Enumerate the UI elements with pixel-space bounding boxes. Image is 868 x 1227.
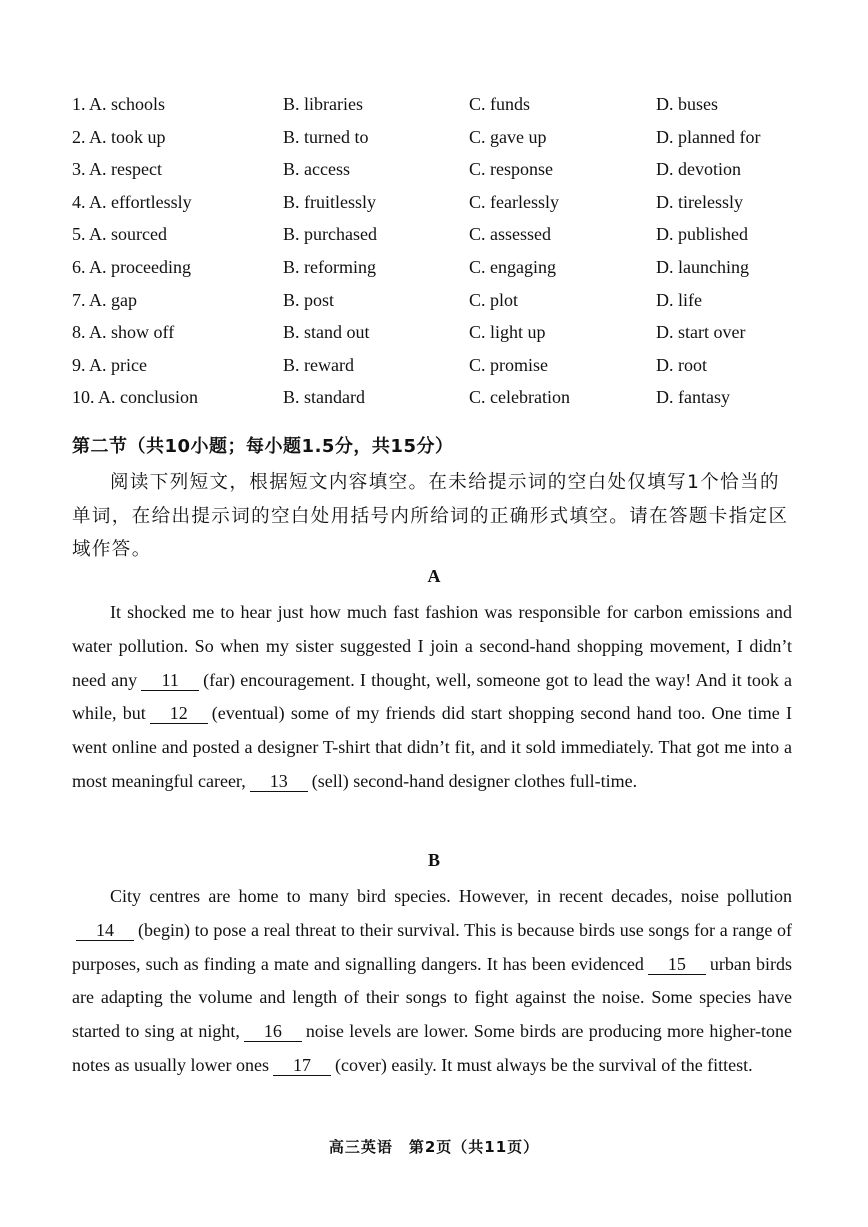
- blank-16: 16: [244, 1021, 302, 1042]
- option-row-2: [72, 127, 832, 160]
- option-d: D. buses: [656, 94, 718, 114]
- option-b: B. libraries: [283, 94, 363, 114]
- option-d: D. planned for: [656, 126, 761, 147]
- question-number: 7.: [72, 289, 86, 310]
- option-b: B. purchased: [283, 224, 377, 245]
- option-c: C. fearlessly: [469, 191, 559, 212]
- blank-17: 17: [273, 1055, 331, 1076]
- option-c: C. engaging: [469, 256, 556, 277]
- option-c: C. celebration: [469, 387, 570, 408]
- blank-15: 15: [648, 954, 706, 975]
- option-row-4: [72, 192, 832, 225]
- option-c: C. response: [469, 159, 553, 180]
- option-a: A. sourced: [89, 224, 167, 245]
- blank-14: 14: [76, 920, 134, 941]
- option-d: D. fantasy: [656, 387, 730, 408]
- option-row-3: [72, 159, 832, 192]
- option-a: A. conclusion: [98, 387, 198, 408]
- option-d: D. devotion: [656, 159, 741, 180]
- option-row-10: [72, 387, 832, 420]
- option-row-5: [72, 224, 832, 257]
- option-c: C. plot: [469, 289, 519, 310]
- option-b: B. access: [283, 159, 350, 180]
- question-number: 1.: [72, 94, 86, 114]
- option-a: A. show off: [89, 322, 175, 343]
- section-instructions: 阅读下列短文，根据短文内容填空。在未给提示词的空白处仅填写1个恰当的单词，在给出提示词的空白处用括号内所给词的正确形式填空。请在答题卡指定区域作答。: [72, 472, 789, 560]
- option-b: B. standard: [283, 387, 365, 408]
- passage-b: City centres are home to many bird species. However, in recent decades, noise pollution14 (begin) to pose a real threat to their survival. This is because birds use songs for a range of purposes, such as finding a mate and signalling dangers. It has been evidenced 15 urban birds are adapting the volume and length of their songs to fight against the noise. Some species have started to sing at night, 16 noise levels are lower. Some birds are producing more higher-tone notes as usually lower ones 17 (cover) easily. It must always be the survival of the fittest.: [72, 886, 792, 1075]
- question-number: 8.: [72, 322, 86, 343]
- option-d: D. launching: [656, 256, 749, 277]
- option-c: C. light up: [469, 322, 546, 343]
- blank-13: 13: [250, 771, 308, 792]
- option-a: A. respect: [89, 159, 162, 180]
- question-number: 10.: [72, 387, 95, 408]
- option-c: C. gave up: [469, 126, 547, 147]
- question-number: 6.: [72, 256, 86, 277]
- option-b: B. reforming: [283, 256, 376, 277]
- option-a: A. schools: [89, 94, 166, 114]
- passage-a-label: A: [427, 566, 441, 586]
- option-b: B. fruitlessly: [283, 191, 376, 212]
- option-d: D. root: [656, 354, 707, 375]
- passage-b-label: B: [427, 850, 440, 870]
- option-b: B. stand out: [283, 322, 370, 343]
- option-b: B. post: [283, 289, 335, 310]
- option-a: A. effortlessly: [89, 191, 192, 212]
- question-number: 4.: [72, 191, 86, 212]
- option-a: A. price: [89, 354, 147, 375]
- option-d: D. tirelessly: [656, 191, 743, 212]
- blank-12: 12: [150, 703, 208, 724]
- option-c: C. promise: [469, 354, 548, 375]
- option-row-6: [72, 257, 832, 290]
- option-row-1: [72, 94, 832, 127]
- option-d: D. start over: [656, 322, 746, 343]
- question-number: 9.: [72, 354, 86, 375]
- question-number: 3.: [72, 159, 86, 180]
- question-number: 5.: [72, 224, 86, 245]
- blank-11: 11: [141, 670, 199, 691]
- option-b: B. turned to: [283, 126, 369, 147]
- option-a: A. gap: [89, 289, 138, 310]
- options-table: [72, 94, 832, 420]
- option-c: C. funds: [469, 94, 531, 114]
- option-row-9: [72, 355, 832, 388]
- option-a: A. proceeding: [89, 256, 191, 277]
- option-b: B. reward: [283, 354, 354, 375]
- page-footer: 高三英语 第2页（共11页）: [328, 1138, 540, 1156]
- option-d: D. life: [656, 289, 702, 310]
- passage-a: It shocked me to hear just how much fast fashion was responsible for carbon emissions and water pollution. So when my sister suggested I join a second-hand shopping movement, I didn’t need any 11 (far) encouragement. I thought, well, someone got to lead the way! And it took a while, but 12 (eventual) some of my friends did start shopping second hand too. One time I went online and posted a designer T-shirt that didn’t fit, and it sold immediately. That got me into a most meaningful career, 13 (sell) second-hand designer clothes full-time.: [72, 602, 792, 791]
- option-row-8: [72, 322, 832, 355]
- option-c: C. assessed: [469, 224, 551, 245]
- option-row-7: [72, 290, 832, 323]
- option-a: A. took up: [89, 126, 166, 147]
- section-title: 第二节（共10小题；每小题1.5分，共15分）: [72, 436, 454, 457]
- question-number: 2.: [72, 126, 86, 147]
- option-d: D. published: [656, 224, 748, 245]
